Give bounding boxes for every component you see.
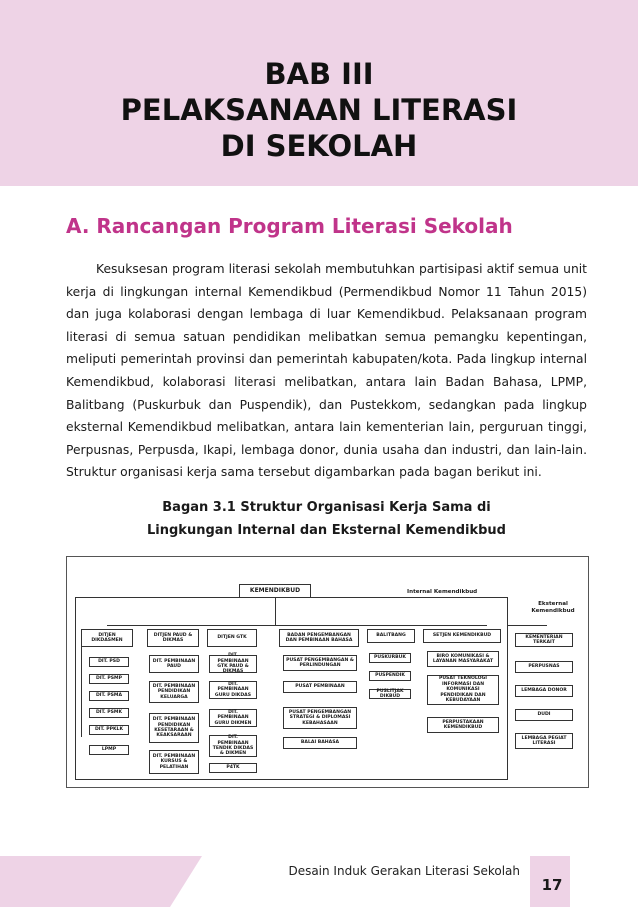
internal-frame-bottom [75,779,508,780]
node-dit-pendidikan-keluarga: DIT. PEMBINAAN PENDIDIKAN KELUARGA [149,681,199,703]
page-number: 17 [541,876,563,894]
node-ditjen-gtk: DITJEN GTK [207,629,257,647]
node-pusat-pengembangan-perlindungan: PUSAT PENGEMBANGAN & PERLINDUNGAN [283,655,357,671]
chapter-title-line-1: PELAKSANAAN LITERASI [120,93,518,127]
node-dit-psmk: DIT. PSMK [89,708,129,718]
org-chart-diagram [66,556,589,788]
connector-dikdasmen [81,647,82,737]
node-dit-tendik: DIT. PEMBINAAN TENDIK DIKDAS & DIKMEN [209,735,257,757]
footer-book-title: Desain Induk Gerakan Literasi Sekolah [288,864,520,878]
node-kementerian-terkait: KEMENTERIAN TERKAIT [515,633,573,647]
node-dit-guru-dikmen: DIT. PEMBINAAN GURU DIKMEN [209,709,257,727]
node-pusat-strategi-diplomasi: PUSAT PENGEMBANGAN STRATEGI & DIPLOMASI KEBAHASAAN [283,707,357,729]
internal-frame-left [75,597,76,779]
node-dit-guru-dikdas: DIT. PEMBINAAN GURU DIKDAS [209,681,257,699]
node-lembaga-pegiat-literasi: LEMBAGA PEGIAT LITERASI [515,733,573,749]
body-paragraph: Kesuksesan program literasi sekolah membutuhkan partisipasi aktif semua unit kerja di lingkungan internal Kemendikbud (Permendikbud Nomor 11 Tahun 2015) dan juga kolaborasi dengan lembaga di luar Kemendikbud. Pelaksanaan program literasi di semua satuan pendidikan melibatkan semua pemangku kepentingan, meliputi pemerintah provinsi dan pemerintah kabupaten/kota. Pada lingkup internal Kemendikbud, kolaborasi literasi melibatkan, antara lain Badan Bahasa, LPMP, Balitbang (Puskurbuk dan Puspendik), dan Pustekkom, sedangkan pada lingkup eksternal Kemendikbud melibatkan, antara lain kementerian lain, perguruan tinggi, Perpusnas, Perpusda, Ikapi, lembaga donor, dunia usaha dan industri, dan lain-lain. Struktur organisasi kerja sama tersebut digambarkan pada bagan berikut ini. [66,262,587,480]
connector-to-external [507,625,547,626]
node-dit-kesetaraan-keaksaraan: DIT. PEMBINAAN PENDIDIKAN KESETARAAN & KEAKSARAAN [149,713,199,743]
figure-caption-line-2: Lingkungan Internal dan Eksternal Kemendikbud [147,523,506,538]
node-dit-ppklk: DIT. PPKLK [89,725,129,735]
external-label [523,601,583,614]
connector-horizontal [107,625,487,626]
node-perpustakaan-kemendikbud: PERPUSTAKAAN KEMENDIKBUD [427,717,499,733]
top-node-kemendikbud: KEMENDIKBUD [239,584,311,598]
node-setjen: SETJEN KEMENDIKBUD [423,629,501,643]
figure-caption-line-1: Bagan 3.1 Struktur Organisasi Kerja Sama di [162,500,491,515]
node-biro-komunikasi: BIRO KOMUNIKASI & LAYANAN MASYARAKAT [427,651,499,667]
node-pustekkom: PUSAT TEKNOLOGI INFORMASI DAN KOMUNIKASI PENDIDIKAN DAN KEBUDAYAAN [427,675,499,705]
external-label-line-1: Eksternal [538,601,568,607]
node-dit-psma: DIT. PSMA [89,691,129,701]
node-lembaga-donor: LEMBAGA DONOR [515,685,573,697]
node-puspendik: PUSPENDIK [369,671,411,681]
node-dit-psd: DIT. PSD [89,657,129,667]
node-dit-psmp: DIT. PSMP [89,674,129,684]
node-puslitjak: PUSLITJAK DIKBUD [369,689,411,699]
node-ditjen-dikdasmen: DITJEN DIKDASMEN [81,629,133,647]
node-badan-bahasa: BADAN PENGEMBANGAN DAN PEMBINAAN BAHASA [279,629,359,647]
section-title: A. Rancangan Program Literasi Sekolah [66,214,513,238]
node-balai-bahasa: BALAI BAHASA [283,737,357,749]
chapter-number: BAB III [264,57,374,91]
internal-label: Internal Kemendikbud [407,589,478,595]
external-label-line-2: Kemendikbud [531,607,575,614]
node-puskurbuk: PUSKURBUK [369,653,411,663]
node-dit-pembinaan-paud: DIT. PEMBINAAN PAUD [149,655,199,673]
connector-top-down [275,598,276,625]
node-p4tk: P4TK [209,763,257,773]
node-dit-gtk-paud-dikmas: DIT. PEMBINAAN GTK PAUD & DIKMAS [209,655,257,673]
chapter-title-line-2: DI SEKOLAH [220,129,418,163]
node-perpusnas: PERPUSNAS [515,661,573,673]
node-balitbang: BALITBANG [367,629,415,643]
node-lpmp: LPMP [89,745,129,755]
figure-caption [66,496,587,542]
node-dudi: DUDI [515,709,573,721]
node-pusat-pembinaan: PUSAT PEMBINAAN [283,681,357,693]
node-ditjen-paud-dikmas: DITJEN PAUD & DIKMAS [147,629,199,647]
chapter-title [0,56,638,164]
node-dit-kursus-pelatihan: DIT. PEMBINAAN KURSUS & PELATIHAN [149,750,199,774]
